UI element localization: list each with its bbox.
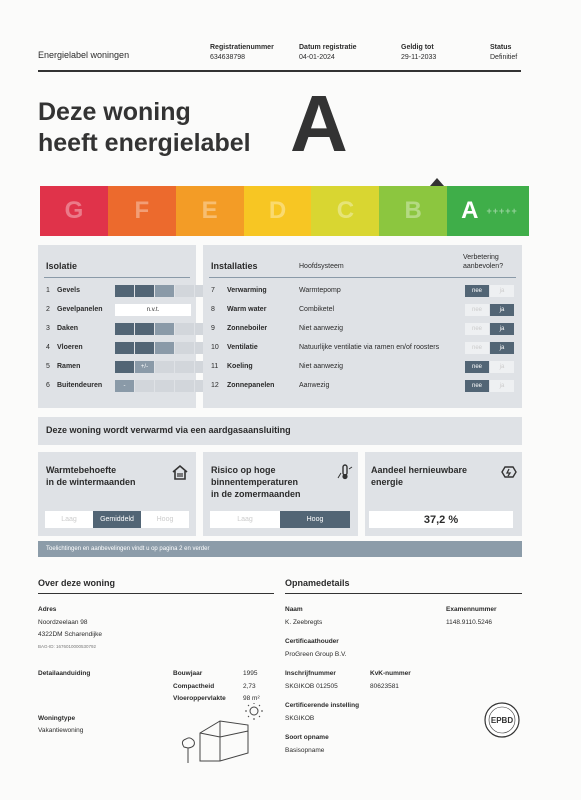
opname-title: Opnamedetails: [285, 578, 350, 588]
inschrijfnummer-label: Inschrijfnummer: [285, 670, 336, 677]
detail-label: Detailaanduiding: [38, 670, 91, 677]
woningtype-value: Vakantiewoning: [38, 727, 84, 734]
energy-class-g: [40, 186, 108, 236]
rating-cell: [135, 342, 154, 354]
isolatie-row: [46, 325, 78, 332]
energy-scale: [40, 186, 529, 236]
risico-scale: [210, 511, 350, 528]
bouwjaar-value: 1995: [243, 670, 258, 677]
installatie-row: [211, 363, 253, 370]
house-heat-icon: [172, 464, 188, 480]
rating-cell: [155, 342, 174, 354]
kvk-label: KvK-nummer: [370, 670, 411, 677]
system-value: Combiketel: [299, 306, 335, 313]
headline: Deze woning heeft energielabel: [38, 98, 251, 157]
isolatie-row: [46, 363, 80, 370]
over-title: Over deze woning: [38, 578, 116, 588]
certificerende-instelling-value: SKGIKOB: [285, 715, 315, 722]
energy-class-e: [176, 186, 244, 236]
installaties-title: Installaties: [211, 261, 258, 271]
svg-text:EPBD: EPBD: [490, 716, 514, 725]
insulation-rating: [115, 285, 215, 297]
certificaathouder-label: Certificaathouder: [285, 638, 339, 645]
improvement-toggle: [465, 323, 515, 335]
improvement-toggle: [465, 380, 515, 392]
divider: [44, 277, 190, 278]
option-yes: ja: [490, 323, 514, 335]
option-no: nee: [465, 285, 489, 297]
row-label: Warm water: [227, 306, 267, 313]
rating-cell: [135, 380, 154, 392]
rating-cell: [115, 342, 134, 354]
installaties-panel: [203, 245, 522, 408]
row-number: 4: [46, 344, 50, 351]
row-label: Daken: [57, 325, 79, 332]
row-number: 5: [46, 363, 50, 370]
improvement-toggle: [465, 361, 515, 373]
rating-cell: [115, 323, 134, 335]
compactheid-value: 2,73: [243, 683, 256, 690]
row-number: 10: [211, 344, 219, 351]
rating-cell: -: [115, 380, 134, 392]
certificaathouder-value: ProGreen Group B.V.: [285, 651, 347, 658]
row-label: Zonnepanelen: [227, 382, 275, 389]
status: Status Definitief: [490, 44, 518, 61]
rating-text: n.v.t.: [115, 304, 191, 316]
rating-cell: [175, 342, 194, 354]
row-number: 3: [46, 325, 50, 332]
row-number: 2: [46, 306, 50, 313]
thermometer-icon: [337, 464, 353, 480]
improvement-toggle: [465, 304, 515, 316]
energy-class-letter: D: [268, 197, 287, 224]
energy-class-f: [108, 186, 176, 236]
address-label: Adres: [38, 606, 57, 613]
document-header: [38, 44, 521, 72]
rating-cell: [155, 361, 174, 373]
scale-option: Hoog: [141, 511, 189, 528]
rating-cell: [155, 285, 174, 297]
option-yes: ja: [490, 342, 514, 354]
system-value: Niet aanwezig: [299, 325, 343, 332]
row-label: Gevelpanelen: [57, 306, 103, 313]
row-label: Verwarming: [227, 287, 267, 294]
row-number: 1: [46, 287, 50, 294]
rating-cell: [175, 361, 194, 373]
rating-cell: [135, 285, 154, 297]
row-number: 11: [211, 363, 219, 370]
plus-marks: +++++: [486, 206, 518, 216]
energy-class-a: [447, 186, 529, 236]
isolatie-row: [46, 344, 83, 351]
naam-value: K. Zeebregts: [285, 619, 323, 626]
installatie-row: [211, 344, 258, 351]
divider: [209, 277, 516, 278]
address-line1: Noordzeelaan 98: [38, 619, 88, 626]
isolatie-panel: [38, 245, 196, 408]
warmtebehoefte-box: Warmtebehoefte in de wintermaanden Laag Gemiddeld Hoog: [38, 452, 196, 536]
rating-cell: [135, 323, 154, 335]
bouwjaar-label: Bouwjaar: [173, 670, 203, 677]
installatie-row: [211, 306, 266, 313]
row-number: 8: [211, 306, 215, 313]
epbd-seal-icon: [484, 702, 520, 738]
installatie-row: [211, 382, 274, 389]
rating-cell: +/-: [135, 361, 154, 373]
rating-cell: [175, 285, 194, 297]
energy-class-letter: A: [461, 197, 479, 224]
scale-option: Laag: [210, 511, 280, 528]
system-value: Natuurlijke ventilatie via ramen en/of roosters: [299, 344, 440, 351]
option-no: nee: [465, 380, 489, 392]
energy-class-letter: E: [201, 197, 218, 224]
option-no: nee: [465, 342, 489, 354]
isolatie-row: [46, 382, 102, 389]
naam-label: Naam: [285, 606, 303, 613]
address-line2: 4322DM Scharendijke: [38, 631, 102, 638]
renewable-energy-icon: [501, 464, 517, 480]
col-header-improvement: Verbetering aanbevolen?: [463, 254, 504, 270]
option-yes: ja: [490, 304, 514, 316]
active-class-pointer: [430, 178, 444, 186]
soort-opname-value: Basisopname: [285, 747, 325, 754]
scale-option: Hoog: [280, 511, 350, 528]
certificerende-instelling-label: Certificerende instelling: [285, 702, 360, 709]
insulation-rating: [115, 380, 215, 392]
isolatie-row: [46, 287, 80, 294]
vloeroppervlakte-value: 98 m²: [243, 695, 260, 702]
explanation-note: Toelichtingen en aanbevelingen vindt u op pagina 2 en verder: [38, 541, 522, 557]
divider: [285, 593, 522, 594]
examennummer-value: 1148.9110.5246: [446, 619, 493, 626]
epbd-logo: [484, 702, 520, 738]
rating-cell: [115, 361, 134, 373]
row-label: Zonneboiler: [227, 325, 268, 332]
insulation-rating: [115, 304, 192, 316]
energy-class-letter: C: [336, 197, 355, 224]
vloeroppervlakte-label: Vloeroppervlakte: [173, 695, 226, 702]
registration-date: Datum registratie 04-01-2024: [299, 44, 357, 61]
scale-option: Laag: [45, 511, 93, 528]
improvement-toggle: [465, 285, 515, 297]
insulation-rating: [115, 323, 215, 335]
energy-class-letter: G: [64, 197, 84, 224]
registration-number: Registratienummer 634638798: [210, 44, 274, 61]
improvement-toggle: [465, 342, 515, 354]
soort-opname-label: Soort opname: [285, 734, 329, 741]
valid-until: Geldig tot 29-11-2033: [401, 44, 437, 61]
row-label: Buitendeuren: [57, 382, 103, 389]
hernieuwbare-box: Aandeel hernieuwbare energie 37,2 %: [365, 452, 522, 536]
system-value: Niet aanwezig: [299, 363, 343, 370]
warmtebehoefte-scale: [45, 511, 189, 528]
energy-class-b: [379, 186, 447, 236]
compactheid-label: Compactheid: [173, 683, 215, 690]
option-yes: ja: [490, 380, 514, 392]
energy-class-letter: B: [404, 197, 422, 224]
row-number: 6: [46, 382, 50, 389]
document-type: Energielabel woningen: [38, 50, 130, 60]
rating-cell: [115, 285, 134, 297]
divider: [38, 593, 274, 594]
energy-class-c: [311, 186, 379, 236]
system-value: Warmtepomp: [299, 287, 341, 294]
installatie-row: [211, 325, 267, 332]
inschrijfnummer-value: SKGIKOB 012505: [285, 683, 338, 690]
row-number: 12: [211, 382, 219, 389]
isolatie-row: [46, 306, 103, 313]
installatie-row: [211, 287, 267, 294]
gas-connection-notice: Deze woning wordt verwarmd via een aardgasaansluiting: [38, 417, 522, 445]
row-number: 9: [211, 325, 215, 332]
bag-id: BAG-ID: 1676010000530792: [38, 644, 97, 649]
energy-label-letter: A: [290, 79, 348, 168]
isolatie-title: Isolatie: [46, 261, 78, 271]
rating-cell: [155, 380, 174, 392]
row-number: 7: [211, 287, 215, 294]
option-no: nee: [465, 361, 489, 373]
col-header-system: Hoofdsysteem: [299, 263, 344, 270]
option-yes: ja: [490, 361, 514, 373]
option-yes: ja: [490, 285, 514, 297]
option-no: nee: [465, 304, 489, 316]
rating-cell: [175, 323, 194, 335]
row-label: Gevels: [57, 287, 80, 294]
kvk-value: 80623581: [370, 683, 399, 690]
row-label: Koeling: [227, 363, 253, 370]
rating-cell: [175, 380, 194, 392]
examennummer-label: Examennummer: [446, 606, 497, 613]
insulation-rating: [115, 342, 215, 354]
house-illustration-icon: [176, 703, 272, 765]
option-no: nee: [465, 323, 489, 335]
system-value: Aanwezig: [299, 382, 330, 389]
renewable-percentage: 37,2 %: [369, 511, 513, 528]
row-label: Vloeren: [57, 344, 83, 351]
energy-class-letter: F: [134, 197, 150, 224]
row-label: Ramen: [57, 363, 81, 370]
woningtype-label: Woningtype: [38, 715, 76, 722]
energy-class-d: [244, 186, 312, 236]
rating-cell: [155, 323, 174, 335]
risico-box: Risico op hoge binnentemperaturen in de zomermaanden Laag Hoog: [203, 452, 358, 536]
row-label: Ventilatie: [227, 344, 258, 351]
insulation-rating: [115, 361, 215, 373]
scale-option: Gemiddeld: [93, 511, 141, 528]
